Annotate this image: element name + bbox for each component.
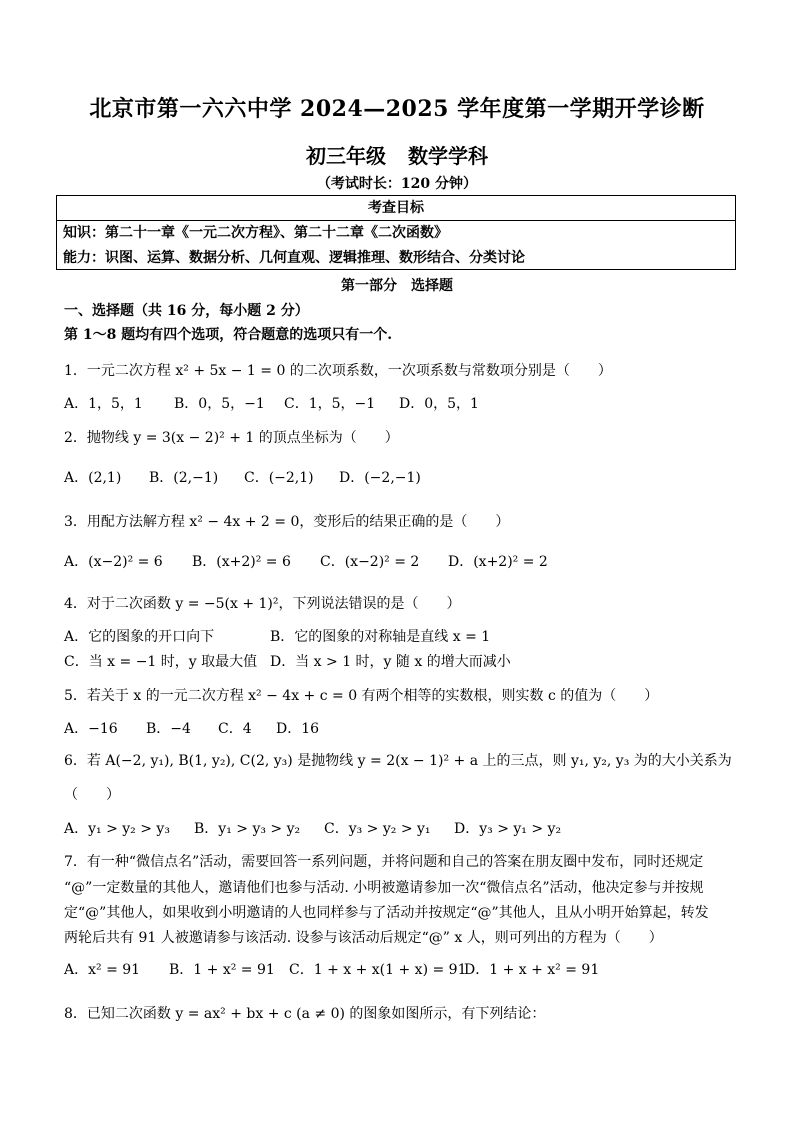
question-4-options-row1: [64, 626, 490, 646]
option-c: C．1，5，−1: [284, 396, 376, 412]
option-b: B．−4: [146, 721, 191, 737]
option-c: C．y₃ > y₂ > y₁: [324, 821, 431, 837]
option-a: A．1，5，1: [64, 396, 143, 412]
option-b: B．1 + x² = 91: [169, 962, 275, 978]
subject-label: 数学学科: [408, 144, 488, 168]
question-8-stem: 8．已知二次函数 y = ax² + bx + c (a ≠ 0) 的图象如图所示，有下列结论：: [64, 1006, 546, 1022]
option-c: C．1 + x + x(1 + x) = 91: [289, 962, 467, 978]
question-7-stem-line1: 7．有一种“微信点名”活动，需要回答一系列问题，并将问题和自己的答案在朋友圈中发布，同时还规定: [64, 854, 704, 870]
option-d: D．y₃ > y₁ > y₂: [454, 821, 562, 837]
option-b: B．(x+2)² = 6: [192, 554, 291, 570]
option-a: A．(x−2)² = 6: [64, 554, 163, 570]
objectives-knowledge: 知识：第二十一章《一元二次方程》、第二十二章《二次函数》: [63, 225, 448, 241]
question-7-stem-line2: “@”一定数量的其他人，邀请他们也参与活动. 小明被邀请参加一次“微信点名”活动，他决定参与并按规: [64, 880, 704, 896]
question-7-stem-line3: 定“@”其他人，如果收到小明邀请的人也同样参与了活动并按规定“@”其他人，且从小明开始算起，转发: [64, 905, 709, 921]
option-a: A．−16: [64, 721, 118, 737]
section-instruction: 第 1～8 题均有四个选项，符合题意的选项只有一个.: [64, 327, 393, 343]
option-d: D．1 + x + x² = 91: [464, 962, 600, 978]
option-a: A．(2,1): [64, 470, 122, 486]
option-c: C．4: [218, 721, 252, 737]
option-a: A．y₁ > y₂ > y₃: [64, 821, 170, 837]
part-title: 第一部分 选择题: [341, 278, 453, 294]
question-6-stem-paren: （ ）: [64, 787, 120, 803]
question-7-options: [64, 959, 599, 979]
question-2-options: [64, 467, 421, 487]
question-5-options: [64, 718, 319, 738]
question-4-options-row2: [64, 651, 511, 671]
option-a: A．它的图象的开口向下: [64, 629, 215, 645]
option-d: D．(x+2)² = 2: [448, 554, 548, 570]
exam-duration: （考试时长：120 分钟）: [316, 176, 478, 192]
grade-label: 初三年级: [306, 144, 386, 168]
option-c: C．当 x = −1 时，y 取最大值: [64, 654, 258, 670]
option-d: D．16: [276, 721, 320, 737]
section-heading: 一、选择题（共 16 分，每小题 2 分）: [64, 303, 309, 319]
option-b: B．它的图象的对称轴是直线 x = 1: [270, 629, 491, 645]
question-3-stem: 3．用配方法解方程 x² − 4x + 2 = 0，变形后的结果正确的是（ ）: [64, 514, 510, 530]
option-c: C．(−2,1): [244, 470, 314, 486]
option-c: C．(x−2)² = 2: [320, 554, 420, 570]
question-6-options: [64, 818, 561, 838]
exam-title: 北京市第一六六中学 2024—2025 学年度第一学期开学诊断: [89, 96, 705, 122]
question-5-stem: 5．若关于 x 的一元二次方程 x² − 4x + c = 0 有两个相等的实数根，则实数 c 的值为（ ）: [64, 688, 659, 704]
exam-subtitle: [0, 140, 794, 169]
option-d: D．(−2,−1): [339, 470, 421, 486]
objectives-table: [56, 195, 736, 270]
objectives-heading: 考查目标: [57, 196, 735, 221]
option-d: D．当 x > 1 时，y 随 x 的增大而减小: [270, 654, 511, 670]
option-a: A．x² = 91: [64, 962, 141, 978]
question-3-options: [64, 551, 548, 571]
question-2-stem: 2．抛物线 y = 3(x − 2)² + 1 的顶点坐标为（ ）: [64, 430, 399, 446]
question-4-stem: 4．对于二次函数 y = −5(x + 1)²，下列说法错误的是（ ）: [64, 596, 461, 612]
question-6-stem: 6．若 A(−2, y₁), B(1, y₂), C(2, y₃) 是抛物线 y = 2(x − 1)² + a 上的三点，则 y₁, y₂, y₃ 为的大小关系为: [64, 753, 732, 769]
question-7-stem-line4: 两轮后共有 91 人被邀请参与该活动. 设参与该活动后规定“@” x 人，则可列出的方程为（ ）: [64, 930, 663, 946]
option-d: D．0，5，1: [399, 396, 479, 412]
option-b: B．(2,−1): [149, 470, 219, 486]
option-b: B．0，5，−1: [174, 396, 265, 412]
question-1-stem: 1．一元二次方程 x² + 5x − 1 = 0 的二次项系数，一次项系数与常数项分别是（ ）: [64, 363, 612, 379]
question-1-options: [64, 393, 479, 413]
option-b: B．y₁ > y₃ > y₂: [194, 821, 301, 837]
objectives-ability: 能力：识图、运算、数据分析、几何直观、逻辑推理、数形结合、分类讨论: [63, 250, 525, 266]
